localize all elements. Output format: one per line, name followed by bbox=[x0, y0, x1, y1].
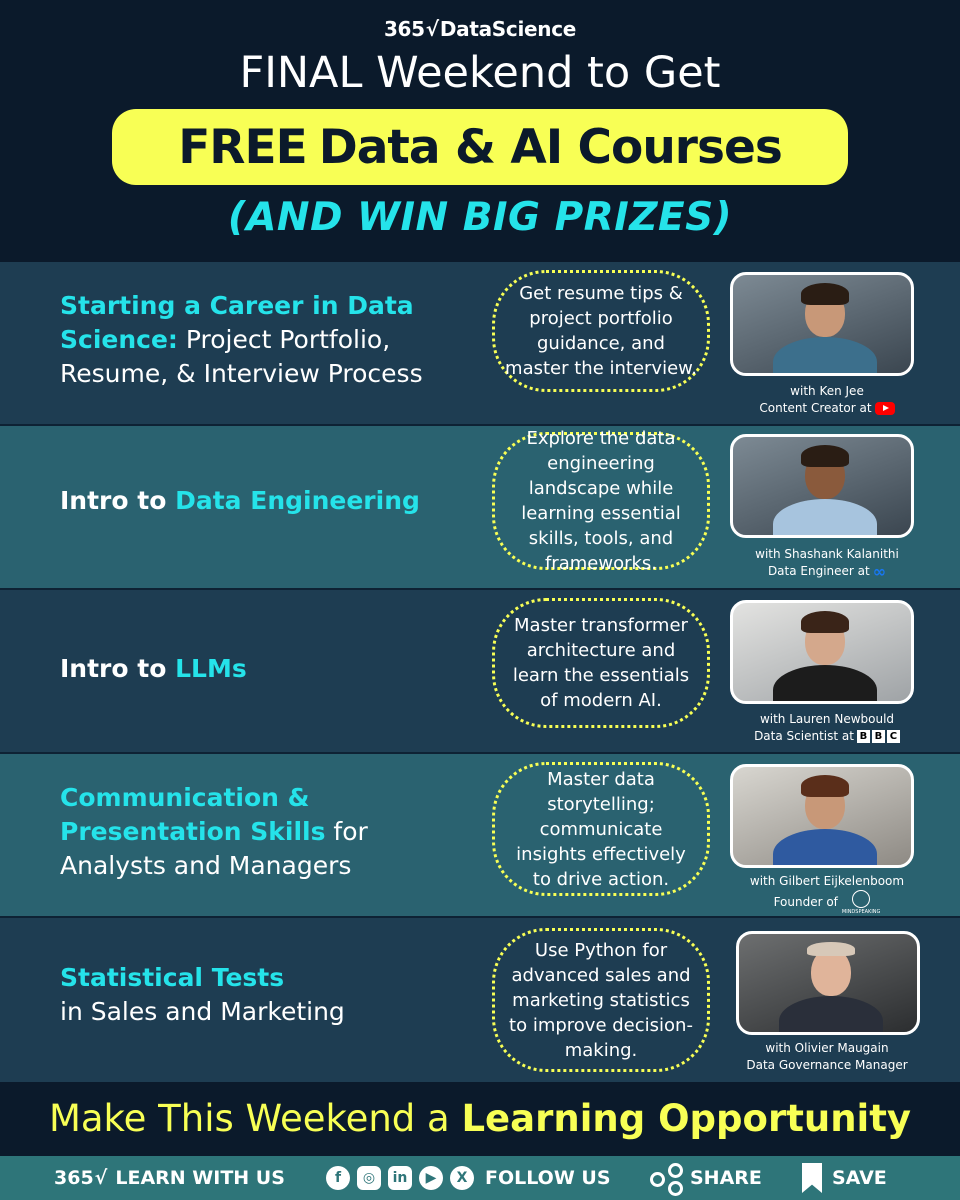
share-icon bbox=[650, 1162, 682, 1194]
instructor-role: Founder of bbox=[773, 895, 838, 909]
instructor-name: with Shashank Kalanithi bbox=[755, 547, 899, 561]
linkedin-icon[interactable]: in bbox=[388, 1166, 412, 1190]
course-title: Intro to LLMs bbox=[60, 654, 247, 683]
headline-line-3: (AND WIN BIG PRIZES) bbox=[227, 195, 733, 240]
call-to-action bbox=[0, 1082, 960, 1156]
meta-icon: ∞ bbox=[872, 562, 887, 581]
instructor-photo bbox=[730, 600, 914, 704]
pill-text: Data & AI Courses bbox=[318, 119, 782, 175]
save-button[interactable] bbox=[802, 1156, 887, 1200]
course-row bbox=[0, 590, 960, 754]
course-title: Starting a Career in Data Science: Project Portfolio, Resume, & Interview Process bbox=[60, 291, 423, 388]
instructor-photo bbox=[736, 931, 920, 1035]
brand-logo bbox=[0, 17, 960, 41]
checkmark-icon: √ bbox=[94, 1167, 108, 1189]
instructor-caption bbox=[730, 711, 924, 745]
instructor-role: Data Engineer at bbox=[767, 564, 870, 578]
logo-wordmark: DataScience bbox=[439, 17, 577, 41]
instructor-photo bbox=[730, 434, 914, 538]
mindspeaking-icon: MINDSPEAKING bbox=[842, 890, 881, 915]
instructor-role: Data Scientist at bbox=[754, 729, 854, 743]
youtube-icon bbox=[875, 402, 895, 415]
instructor-caption bbox=[730, 383, 924, 417]
footer-bar bbox=[0, 1156, 960, 1200]
header bbox=[0, 0, 960, 262]
share-label: SHARE bbox=[690, 1167, 762, 1189]
pill-bold-word: FREE bbox=[178, 119, 307, 175]
instructor-photo bbox=[730, 272, 914, 376]
instructor-name: with Lauren Newbould bbox=[759, 712, 895, 726]
course-description: Master data storytelling; communicate insights effectively to drive action. bbox=[492, 762, 710, 896]
course-row bbox=[0, 426, 960, 590]
headline-pill bbox=[112, 109, 848, 185]
instructor-role: Data Governance Manager bbox=[746, 1058, 908, 1072]
instructor-role: Content Creator at bbox=[759, 401, 872, 415]
course-description: Use Python for advanced sales and marketing statistics to improve decision-making. bbox=[492, 928, 710, 1072]
course-row bbox=[0, 918, 960, 1082]
bbc-icon: B B C bbox=[857, 730, 900, 743]
course-row bbox=[0, 262, 960, 426]
checkmark-icon: √ bbox=[425, 17, 439, 41]
facebook-icon[interactable]: f bbox=[326, 1166, 350, 1190]
share-button[interactable] bbox=[650, 1156, 762, 1200]
instructor-name: with Ken Jee bbox=[790, 384, 864, 398]
x-icon[interactable]: X bbox=[450, 1166, 474, 1190]
learn-label: LEARN WITH US bbox=[115, 1167, 285, 1189]
instructor-caption bbox=[730, 546, 924, 580]
instructor-caption bbox=[730, 1040, 924, 1074]
course-description: Master transformer architecture and learn the essentials of modern AI. bbox=[492, 598, 710, 728]
instagram-icon[interactable]: ◎ bbox=[357, 1166, 381, 1190]
youtube-icon[interactable]: ▶ bbox=[419, 1166, 443, 1190]
instructor-name: with Olivier Maugain bbox=[765, 1041, 889, 1055]
course-title: Statistical Tests in Sales and Marketing bbox=[60, 963, 345, 1026]
save-label: SAVE bbox=[832, 1167, 887, 1189]
course-title: Communication & Presentation Skills for Analysts and Managers bbox=[60, 783, 368, 880]
learn-with-us[interactable] bbox=[54, 1156, 285, 1200]
headline-line-1: FINAL Weekend to Get bbox=[239, 48, 721, 98]
bookmark-icon bbox=[802, 1163, 822, 1193]
footer-brand: 365 bbox=[54, 1167, 94, 1189]
follow-us bbox=[326, 1156, 611, 1200]
instructor-caption bbox=[730, 873, 924, 915]
logo-number: 365 bbox=[383, 17, 425, 41]
follow-label: FOLLOW US bbox=[485, 1167, 611, 1189]
cta-text: Make This Weekend a bbox=[48, 1097, 462, 1140]
course-description: Explore the data engineering landscape while learning essential skills, tools, and frameworks. bbox=[492, 432, 710, 570]
instructor-photo bbox=[730, 764, 914, 868]
course-title: Intro to Data Engineering bbox=[60, 486, 420, 515]
cta-bold-text: Learning Opportunity bbox=[461, 1097, 912, 1140]
instructor-name: with Gilbert Eijkelenboom bbox=[749, 874, 905, 888]
course-row bbox=[0, 754, 960, 918]
course-description: Get resume tips & project portfolio guidance, and master the interview. bbox=[492, 270, 710, 392]
